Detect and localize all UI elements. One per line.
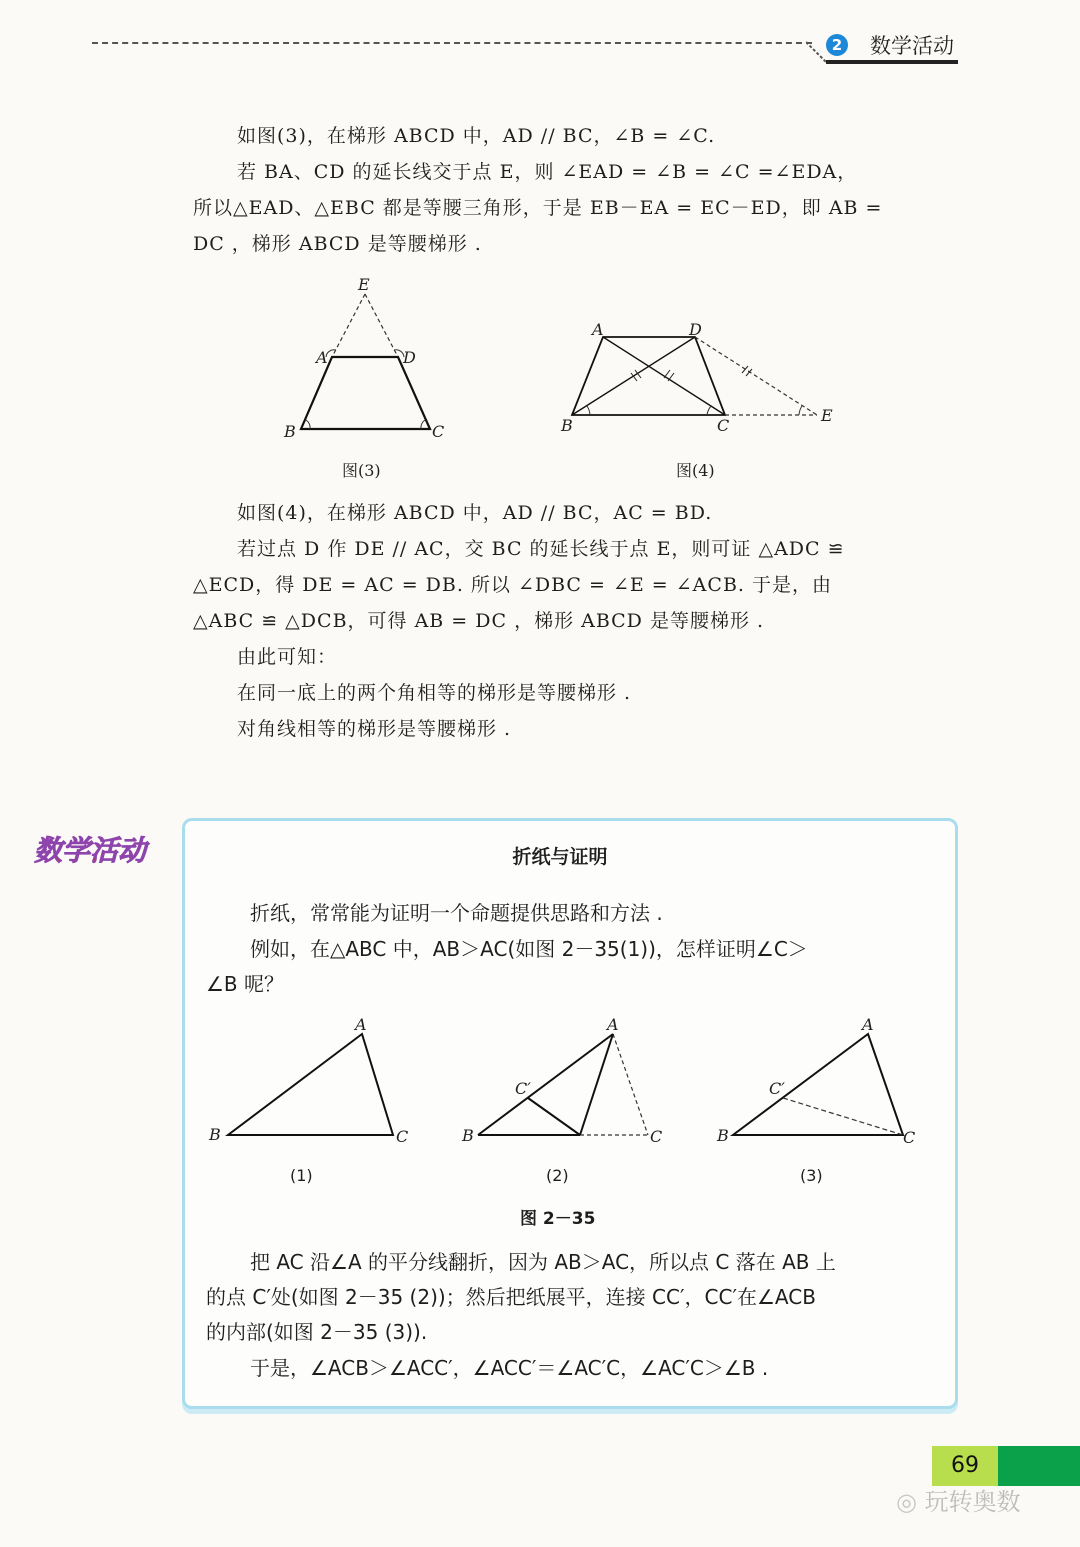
text-s1-p1: 如图(3)，在梯形 ABCD 中，AD // BC，∠B = ∠C. xyxy=(237,125,716,147)
activity-p1: 折纸，常常能为证明一个命题提供思路和方法 . xyxy=(250,901,663,925)
fig3b-label-cprime: C′ xyxy=(769,1079,785,1098)
fig3-label-a: A xyxy=(316,348,328,367)
fig4-caption: 图(4) xyxy=(676,461,715,480)
figure-4-trapezoid xyxy=(555,315,845,440)
text-s2-p1: 如图(4)，在梯形 ABCD 中，AD // BC，AC = BD. xyxy=(237,502,713,524)
text-s2-p5: 由此可知： xyxy=(237,646,338,668)
activity-p5: 的点 C′处(如图 2－35 (2))；然后把纸展平，连接 CC′，CC′在∠ACB xyxy=(206,1285,816,1309)
figure-2-35-2 xyxy=(460,1010,675,1150)
fig4-label-a: A xyxy=(592,320,604,339)
text-s2-p7: 对角线相等的梯形是等腰梯形 . xyxy=(237,718,512,740)
header-dashed-rule xyxy=(92,42,812,44)
fig2-label-c: C xyxy=(650,1127,663,1146)
fig3b-label-c: C xyxy=(903,1128,916,1147)
fig1-label-a: A xyxy=(355,1015,367,1034)
header-underline xyxy=(826,60,958,64)
fig4-label-b: B xyxy=(561,416,573,435)
chapter-badge: 2 xyxy=(826,34,848,56)
figure-2-35-1 xyxy=(205,1010,420,1150)
activity-heading: 折纸与证明 xyxy=(512,846,608,868)
watermark xyxy=(896,1482,1021,1517)
fig1-label-b: B xyxy=(209,1125,221,1144)
fig3-label-c: C xyxy=(432,422,445,441)
fig3b-label-b: B xyxy=(717,1126,729,1145)
subfig-caption-3: (3) xyxy=(800,1166,823,1185)
subfig-caption-2: (2) xyxy=(546,1166,569,1185)
text-s1-p3: 所以△EAD、△EBC 都是等腰三角形，于是 EB－EA = EC－ED，即 AB = xyxy=(193,197,883,219)
activity-p4: 把 AC 沿∠A 的平分线翻折，因为 AB＞AC，所以点 C 落在 AB 上 xyxy=(250,1250,836,1274)
fig2-label-cprime: C′ xyxy=(515,1079,531,1098)
chapter-title: 数学活动 xyxy=(870,34,954,58)
text-s2-p6: 在同一底上的两个角相等的梯形是等腰梯形 . xyxy=(237,682,632,704)
fig3-label-b: B xyxy=(284,422,296,441)
wechat-icon: ◎ xyxy=(896,1488,925,1516)
fig4-label-c: C xyxy=(717,416,730,435)
figure-2-35-caption: 图 2－35 xyxy=(520,1209,596,1229)
fig2-label-b: B xyxy=(462,1126,474,1145)
activity-p3: ∠B 呢？ xyxy=(206,972,285,996)
text-s2-p4: △ABC ≌ △DCB，可得 AB = DC ，梯形 ABCD 是等腰梯形 . xyxy=(193,610,765,632)
fig2-label-a: A xyxy=(607,1015,619,1034)
activity-p7: 于是，∠ACB＞∠ACC′，∠ACC′＝∠AC′C，∠AC′C＞∠B . xyxy=(250,1356,769,1380)
activity-p6: 的内部(如图 2－35 (3)). xyxy=(206,1320,428,1344)
text-s1-p4: DC ，梯形 ABCD 是等腰梯形 . xyxy=(193,233,482,255)
figure-2-35-3 xyxy=(715,1010,930,1150)
activity-logo-text: 数学活动 xyxy=(34,834,147,867)
fig4-label-e: E xyxy=(821,406,833,425)
watermark-text: 玩转奥数 xyxy=(924,1488,1021,1516)
figure-3-trapezoid xyxy=(270,272,460,447)
page-number: 69 xyxy=(932,1446,998,1486)
fig3-label-d: D xyxy=(403,348,416,367)
text-s2-p3: △ECD，得 DE = AC = DB. 所以 ∠DBC = ∠E = ∠ACB. 于是，由 xyxy=(193,574,832,596)
fig4-label-d: D xyxy=(689,320,702,339)
fig1-label-c: C xyxy=(396,1127,409,1146)
fig3b-label-a: A xyxy=(862,1015,874,1034)
subfig-caption-1: (1) xyxy=(290,1166,313,1185)
text-s1-p2: 若 BA、CD 的延长线交于点 E，则 ∠EAD = ∠B = ∠C =∠EDA， xyxy=(237,161,858,183)
fig3-label-e: E xyxy=(358,275,370,294)
text-s2-p2: 若过点 D 作 DE // AC，交 BC 的延长线于点 E，则可证 △ADC ≌ xyxy=(237,538,845,560)
fig3-caption: 图(3) xyxy=(342,461,381,480)
activity-p2: 例如，在△ABC 中，AB＞AC(如图 2－35(1))，怎样证明∠C＞ xyxy=(250,937,808,961)
